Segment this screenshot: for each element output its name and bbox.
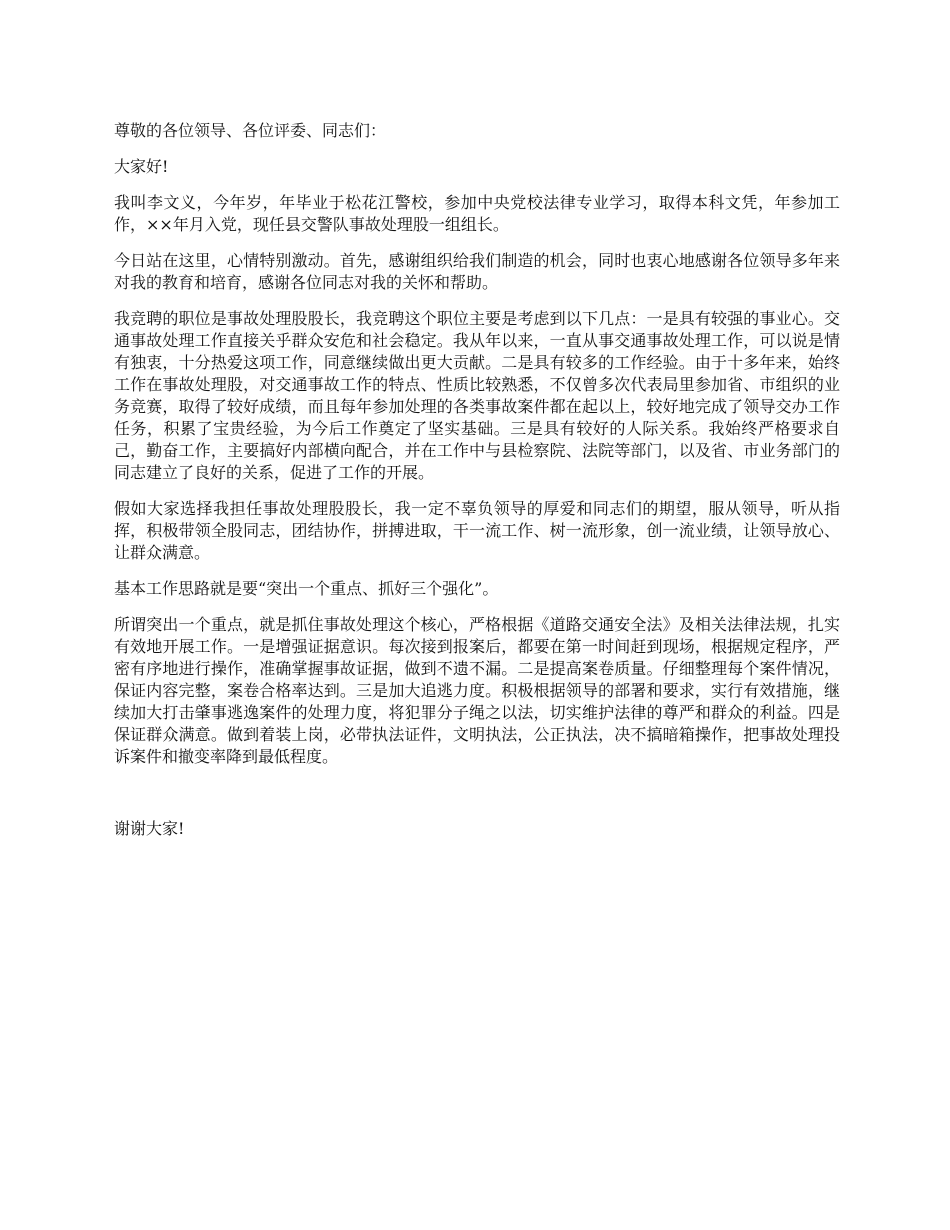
- paragraph-introduction: 我叫李文义，今年岁，年毕业于松花江警校，参加中央党校法律专业学习，取得本科文凭，年参加工作，××年月入党，现任县交警队事故处理股一组组长。: [114, 193, 840, 234]
- paragraph-work-idea: 基本工作思路就是要“突出一个重点、抓好三个强化”。: [114, 579, 499, 598]
- paragraph-qualifications: 我竞聘的职位是事故处理股股长，我竞聘这个职位主要是考虑到以下几点：一是具有较强的事业心。交通事故处理工作直接关乎群众安危和社会稳定。我从年以来，一直从事交通事故处理工作，可以说是情有独衷，十分热爱这项工作，同意继续做出更大贡献。二是具有较多的工作经验。由于十多年来，始终工作在事故处理股，对交通事故工作的特点、性质比较熟悉，不仅曾多次代表局里参加省、市组织的业务竞赛，取得了较好成绩，而且每年参加处理的各类事故案件都在起以上，较好地完成了领导交办工作任务，积累了宝贵经验，为今后工作奠定了坚实基础。三是具有较好的人际关系。我始终严格要求自己，勤奋工作，主要搞好内部横向配合，并在工作中与县检察院、法院等部门，以及省、市业务部门的同志建立了良好的关系，促进了工作的开展。: [114, 309, 840, 482]
- paragraph-gratitude: 今日站在这里，心情特别激动。首先，感谢组织给我们制造的机会，同时也衷心地感谢各位领导多年来对我的教育和培育，感谢各位同志对我的关怀和帮助。: [114, 251, 840, 292]
- hello-line: 大家好!: [114, 157, 169, 176]
- paragraph-commitment: 假如大家选择我担任事故处理股股长，我一定不辜负领导的厚爱和同志们的期望，服从领导，听从指挥，积极带领全股同志，团结协作，拼搏进取，干一流工作、树一流形象，创一流业绩，让领导放心、让群众满意。: [114, 499, 840, 562]
- document-body: [114, 120, 840, 854]
- closing-line: 谢谢大家!: [114, 819, 185, 838]
- paragraph-key-focus: 所谓突出一个重点，就是抓住事故处理这个核心，严格根据《道路交通安全法》及相关法律法规，扎实有效地开展工作。一是增强证据意识。每次接到报案后，都要在第一时间赶到现场，根据规定程序，严密有序地进行操作，准确掌握事故证据，做到不遗不漏。二是提高案卷质量。仔细整理每个案件情况，保证内容完整，案卷合格率达到。三是加大追逃力度。积极根据领导的部署和要求，实行有效措施，继续加大打击肇事逃逸案件的处理力度，将犯罪分子绳之以法，切实维护法律的尊严和群众的利益。四是保证群众满意。做到着装上岗，必带执法证件，文明执法，公正执法，决不搞暗箱操作，把事故处理投诉案件和撤变率降到最低程度。: [114, 615, 840, 766]
- paragraph-spacer: [114, 782, 840, 818]
- greeting-line: 尊敬的各位领导、各位评委、同志们：: [114, 121, 387, 140]
